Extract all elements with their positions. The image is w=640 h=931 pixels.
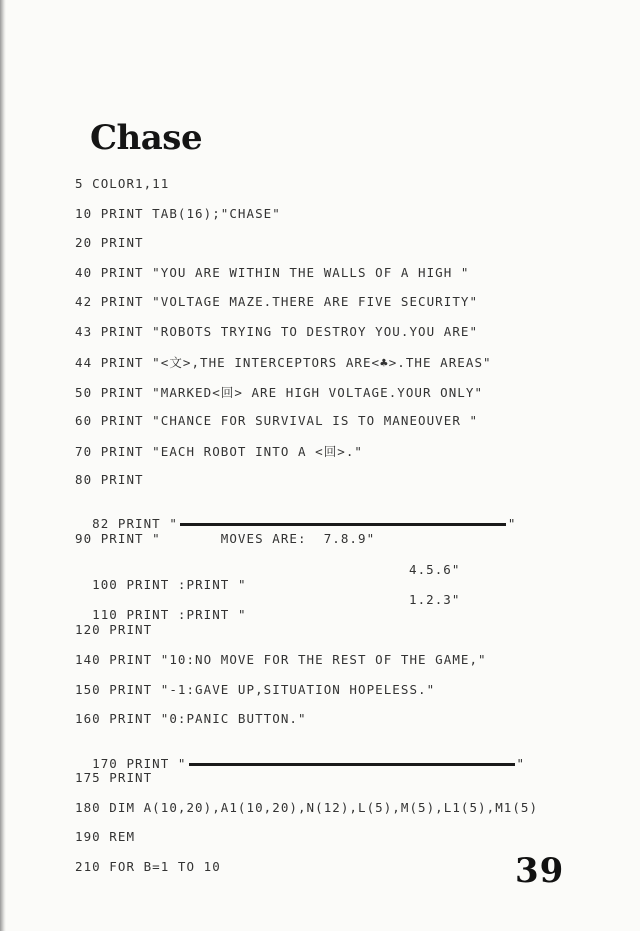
code-line: 140 PRINT "10:NO MOVE FOR THE REST OF THE GAME," <box>75 652 487 667</box>
code-line: 80 PRINT <box>75 472 144 487</box>
code-line: 5 COLOR1,11 <box>75 176 170 191</box>
code-line: 43 PRINT "ROBOTS TRYING TO DESTROY YOU.YOU ARE" <box>75 324 479 339</box>
code-line: 10 PRINT TAB(16);"CHASE" <box>75 206 281 221</box>
code-line-90: 90 PRINT " MOVES ARE: 7.8.9" <box>75 531 376 546</box>
page-edge-shadow <box>0 0 6 931</box>
code-line-head: 110 PRINT :PRINT " <box>92 607 247 622</box>
code-line-suffix: " <box>516 756 526 771</box>
code-line-110 <box>75 592 595 637</box>
code-line-prefix: 82 PRINT " <box>92 516 178 531</box>
code-line-suffix: " <box>507 516 517 531</box>
code-line: 180 DIM A(10,20),A1(10,20),N(12),L(5),M(5),L1(5),M1(5) <box>75 800 539 815</box>
code-line: 190 REM <box>75 829 136 844</box>
horizontal-rule <box>180 523 506 526</box>
code-line: 20 PRINT <box>75 235 144 250</box>
page-number: 39 <box>515 851 565 891</box>
code-line-170 <box>75 741 525 771</box>
code-line: 150 PRINT "-1:GAVE UP,SITUATION HOPELESS." <box>75 682 436 697</box>
code-line: 60 PRINT "CHANCE FOR SURVIVAL IS TO MANEOUVER " <box>75 413 479 428</box>
code-line: 50 PRINT "MARKED<回> ARE HIGH VOLTAGE.YOUR ONLY" <box>75 385 484 400</box>
code-line: 44 PRINT "<文>,THE INTERCEPTORS ARE<♣>.THE AREAS" <box>75 355 492 370</box>
code-line-82 <box>75 501 517 531</box>
code-line-tail: 1.2.3" <box>409 592 461 607</box>
code-line: 42 PRINT "VOLTAGE MAZE.THERE ARE FIVE SECURITY" <box>75 294 479 309</box>
code-line: 175 PRINT <box>75 770 153 785</box>
page-title: Chase <box>90 118 203 158</box>
code-line: 40 PRINT "YOU ARE WITHIN THE WALLS OF A HIGH " <box>75 265 470 280</box>
code-line: 160 PRINT "0:PANIC BUTTON." <box>75 711 307 726</box>
code-line-tail: 4.5.6" <box>409 562 461 577</box>
code-line: 210 FOR B=1 TO 10 <box>75 859 221 874</box>
horizontal-rule <box>189 763 515 766</box>
code-line: 120 PRINT <box>75 622 153 637</box>
code-line-head: 100 PRINT :PRINT " <box>92 577 247 592</box>
code-line: 70 PRINT "EACH ROBOT INTO A <回>." <box>75 444 363 459</box>
code-line-prefix: 170 PRINT " <box>92 756 187 771</box>
